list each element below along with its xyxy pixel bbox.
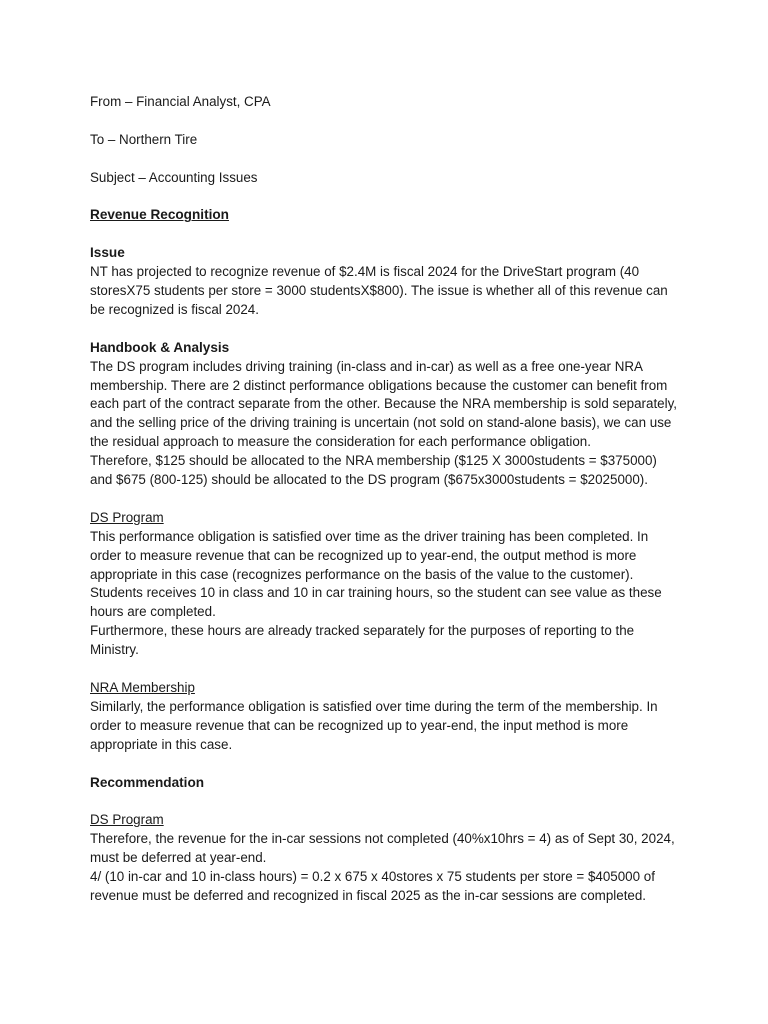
issue-heading: Issue [90,245,125,261]
handbook-paragraph-2: Therefore, $125 should be allocated to the NRA membership ($125 X 3000students = $375000) and $675 (800-125) should be allocated to the DS program ($675x3000students = $2025000). [90,453,661,488]
nra-membership-heading: NRA Membership [90,679,195,695]
recommendation-ds-program-heading: DS Program [90,812,164,828]
recommendation-paragraph-2: 4/ (10 in-car and 10 in-class hours) = 0.2 x 675 x 40stores x 75 students per store = $405000 of revenue must be deferred and recognized in fiscal 2025 as the in-car sessions are completed. [90,869,659,903]
document-page [90,93,680,906]
spacer [90,792,680,811]
section-title-revenue-recognition: Revenue Recognition [90,207,229,223]
handbook-heading: Handbook & Analysis [90,339,230,355]
spacer [90,660,680,679]
ds-program-heading: DS Program [90,509,164,525]
spacer [90,490,680,509]
ds-program-paragraph-2: Furthermore, these hours are already tracked separately for the purposes of reporting to the Ministry. [90,623,638,658]
memo-subject: Subject – Accounting Issues [90,169,258,185]
handbook-paragraph-1: The DS program includes driving training (in-class and in-car) as well as a free one-year NRA membership. There are 2 distinct performance obligations because the customer can benefit from each part of the contract separate from the other. Because the NRA membership is sold separately, and the selling price of the driving training is uncertain (not sold on stand-alone basis), we can use the residual approach to measure the consideration for each performance obligation. [90,358,681,450]
recommendation-heading: Recommendation [90,774,205,790]
spacer [90,755,680,774]
memo-from: From – Financial Analyst, CPA [90,94,271,109]
recommendation-paragraph-1: Therefore, the revenue for the in-car sessions not completed (40%x10hrs = 4) as of Sept 30, 2024, must be deferred at year-end. [90,831,679,866]
ds-program-paragraph-1: This performance obligation is satisfied over time as the driver training has been completed. In order to measure revenue that can be recognized up to year-end, the output method is more appropriate in this case (recognizes performance on the basis of the value to the customer). Students receives 10 in class and 10 in car training hours, so the student can see value as these hours are completed. [90,528,666,620]
nra-membership-text: Similarly, the performance obligation is satisfied over time during the term of the membership. In order to measure revenue that can be recognized up to year-end, the input method is more appropriate in this case. [90,698,662,752]
issue-text: NT has projected to recognize revenue of $2.4M is fiscal 2024 for the DriveStart program (40 storesX75 students per store = 3000 studentsX$800). The issue is whether all of this revenue can be recognized is fiscal 2024. [90,264,672,317]
memo-to: To – Northern Tire [90,131,198,147]
spacer [90,320,680,339]
